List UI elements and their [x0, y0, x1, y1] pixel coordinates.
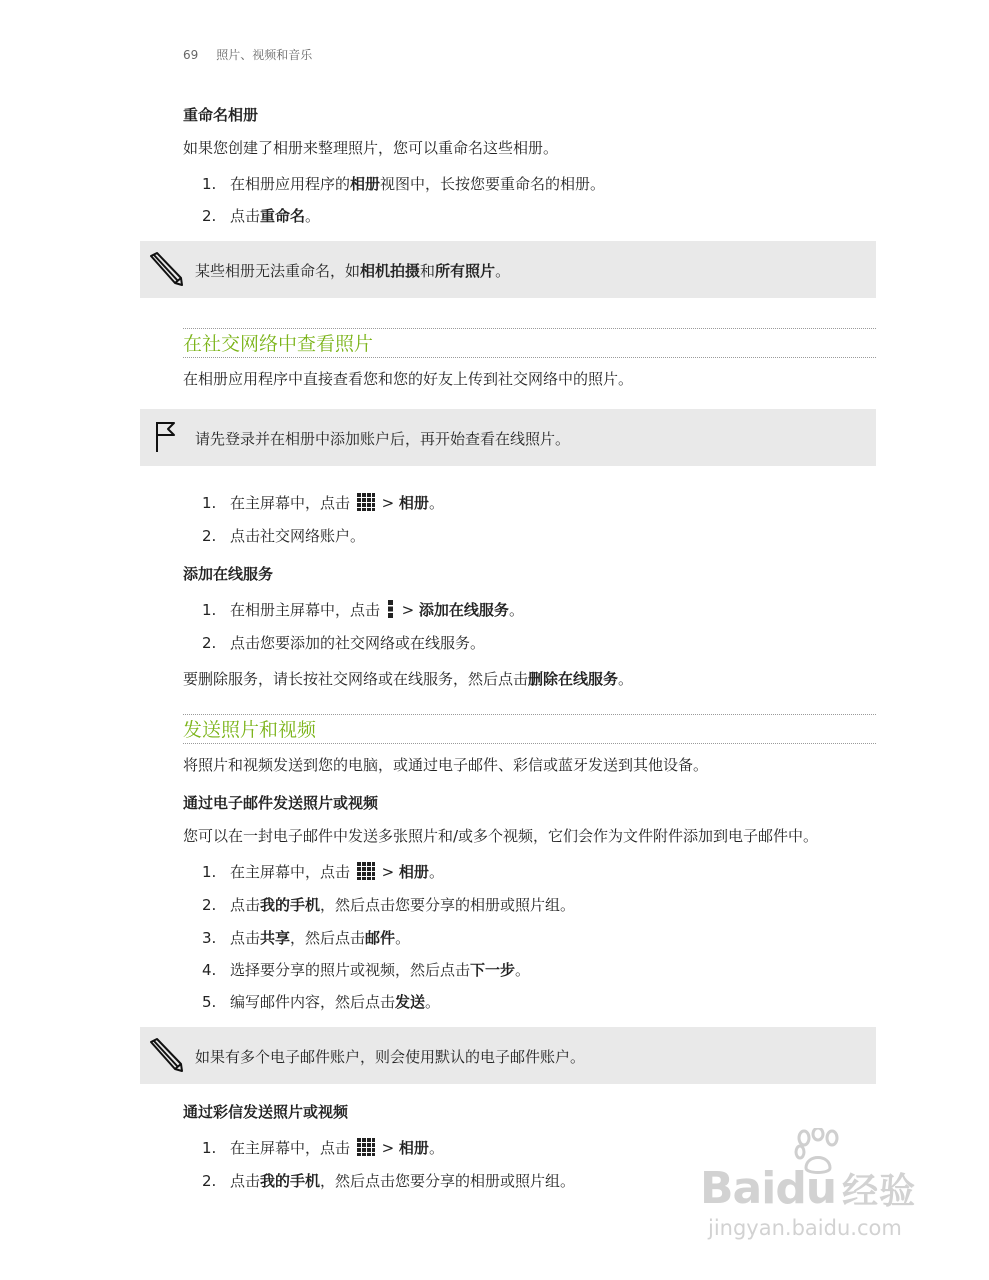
send-intro: 将照片和视频发送到您的电脑，或通过电子邮件、彩信或蓝牙发送到其他设备。 — [183, 756, 709, 774]
section-heading-social: 在社交网络中查看照片 — [183, 328, 876, 358]
rename-album-title: 重命名相册 — [183, 106, 259, 124]
email-intro: 您可以在一封电子邮件中发送多张照片和/或多个视频，它们会作为文件附件添加到电子邮件中。 — [183, 827, 819, 845]
list-item: 2. 点击您要添加的社交网络或在线服务。 — [202, 634, 486, 652]
social-intro: 在相册应用程序中直接查看您和您的好友上传到社交网络中的照片。 — [183, 370, 634, 388]
list-item: 5. 编写邮件内容，然后点击发送。 — [202, 993, 441, 1011]
pencil-icon — [148, 1037, 184, 1073]
watermark-url: jingyan.baidu.com — [708, 1216, 902, 1240]
tip-box — [140, 409, 876, 466]
note-box — [140, 1027, 876, 1084]
section-title: 照片、视频和音乐 — [216, 48, 313, 62]
note-text: 如果有多个电子邮件账户，则会使用默认的电子邮件账户。 — [195, 1048, 586, 1066]
apps-grid-icon — [357, 1138, 375, 1156]
list-item: 4. 选择要分享的照片或视频，然后点击下一步。 — [202, 961, 531, 979]
list-item: 2. 点击社交网络账户。 — [202, 527, 366, 545]
apps-grid-icon — [357, 862, 375, 880]
page-number: 69 — [183, 48, 199, 62]
list-item: 1. 在主屏幕中，点击 > 相册。 — [202, 1139, 444, 1157]
baidu-watermark — [700, 1128, 940, 1248]
list-item: 2. 点击我的手机，然后点击您要分享的相册或照片组。 — [202, 1172, 576, 1190]
watermark-logo: Baidu 经验 — [700, 1163, 917, 1214]
list-item: 1. 在主屏幕中，点击 > 相册。 — [202, 863, 444, 881]
note-box — [140, 241, 876, 298]
list-item: 3. 点击共享，然后点击邮件。 — [202, 929, 411, 947]
flag-icon — [153, 420, 179, 454]
page-header — [183, 46, 312, 63]
menu-dots-icon — [387, 600, 395, 618]
list-item: 1. 在相册主屏幕中，点击 > 添加在线服务。 — [202, 601, 524, 619]
pencil-icon — [148, 251, 184, 287]
list-item: 1. 在相册应用程序的相册视图中，长按您要重命名的相册。 — [202, 175, 606, 193]
tip-text: 请先登录并在相册中添加账户后，再开始查看在线照片。 — [195, 430, 571, 448]
apps-grid-icon — [357, 493, 375, 511]
list-item: 2. 点击我的手机，然后点击您要分享的相册或照片组。 — [202, 896, 576, 914]
email-title: 通过电子邮件发送照片或视频 — [183, 794, 379, 812]
list-item: 2. 点击重命名。 — [202, 207, 321, 225]
section-heading-send: 发送照片和视频 — [183, 714, 876, 744]
add-online-service-title: 添加在线服务 — [183, 565, 274, 583]
list-item: 1. 在主屏幕中，点击 > 相册。 — [202, 494, 444, 512]
remove-service-text: 要删除服务，请长按社交网络或在线服务，然后点击删除在线服务。 — [183, 670, 634, 688]
rename-intro: 如果您创建了相册来整理照片，您可以重命名这些相册。 — [183, 139, 559, 157]
note-text: 某些相册无法重命名，如相机拍摄和所有照片。 — [195, 262, 511, 280]
mms-title: 通过彩信发送照片或视频 — [183, 1103, 349, 1121]
